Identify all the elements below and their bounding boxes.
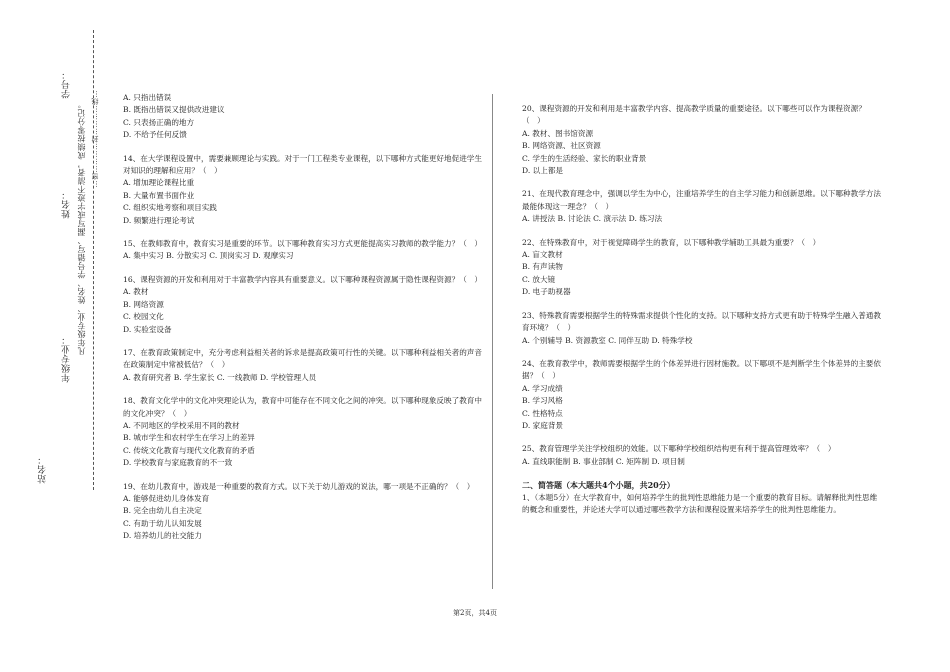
option: D. 电子助视器 <box>522 287 571 297</box>
option: D. 不给予任何反馈 <box>123 130 187 140</box>
question-stem: 17、在教育政策制定中，充分考虑利益相关者的诉求是提高政策可行性的关键。以下哪种利益相关者的声音在政策制定中常被低估？（ ） <box>123 347 482 370</box>
question-20 <box>522 103 882 177</box>
option: D. 家庭背景 <box>522 420 564 430</box>
question-19 <box>123 481 483 543</box>
option: C. 组织实地考察和项目实践 <box>123 203 217 213</box>
question-stem: 15、在教师教育中，教育实习是重要的环节。以下哪种教育实习方式更能提高实习教师的教学能力？（ ） <box>123 239 482 249</box>
option: B. 大量布置书面作业 <box>123 190 195 200</box>
option: B. 有声读物 <box>522 262 563 272</box>
section-title: 二、简答题（本大题共4个小题，共20分） <box>522 480 675 491</box>
option: B. 完全由幼儿自主决定 <box>123 506 202 516</box>
option: A. 增加理论课程比重 <box>123 178 195 188</box>
question-stem: 18、教育文化学中的文化冲突理论认为，教育中可能存在不同文化之间的冲突。以下哪种现象反映了教育中的文化冲突？（ ） <box>123 396 482 418</box>
seal-line-text: …密…………封…………线… <box>91 90 99 188</box>
option: B. 城市学生和农村学生在学习上的差异 <box>123 433 255 443</box>
question-17 <box>123 347 483 384</box>
name-label: 姓名： <box>62 190 72 219</box>
page-footer: 第2页，共4页 <box>453 609 497 617</box>
question-16 <box>123 274 483 336</box>
option: D. 频繁进行理论考试 <box>123 215 195 225</box>
option: C. 只表扬正确的地方 <box>123 117 195 127</box>
option: C. 有助于幼儿认知发展 <box>123 518 202 528</box>
option: A. 盲文教材 <box>522 250 563 260</box>
option: D. 学校教育与家庭教育的不一致 <box>123 458 233 468</box>
question-18 <box>123 395 483 469</box>
option: C. 性格特点 <box>522 408 563 418</box>
option: A. 集中实习 B. 分散实习 C. 顶岗实习 D. 观摩实习 <box>123 251 294 261</box>
option: A. 学习成绩 <box>522 383 563 393</box>
option: B. 网络资源、社区资源 <box>522 141 601 151</box>
school-label: 站名： <box>38 455 48 484</box>
grade-major-label: 年级专业： <box>62 335 72 383</box>
essay-question-1: 1、（本题5分）在大学教育中，如何培养学生的批判性思维能力是一个重要的教育目标。请解释批判性思维的概念和重要性，并论述大学可以通过哪些教学方法和课程设置来培养学生的批判性思维能力。 <box>522 492 878 514</box>
option: A. 只指出错误 <box>123 93 172 102</box>
question-22 <box>522 237 882 299</box>
question-25 <box>522 443 882 468</box>
option: B. 网络资源 <box>123 299 164 309</box>
question-stem: 21、在现代教育理念中，强调以学生为中心，注重培养学生的自主学习能力和创新思维。以下哪种教学方法最能体现这一理念？（ ） <box>522 189 881 211</box>
option: D. 实验室设备 <box>123 324 172 334</box>
option: A. 直线职能制 B. 事业部制 C. 矩阵制 D. 项目制 <box>522 456 685 466</box>
binding-margin <box>0 0 110 672</box>
option: C. 校园文化 <box>123 312 164 322</box>
option: D. 培养幼儿的社交能力 <box>123 531 202 541</box>
question-21 <box>522 188 882 225</box>
option: A. 个别辅导 B. 资源教室 C. 同伴互助 D. 特殊学校 <box>522 335 693 345</box>
option: C. 学生的生活经验、家长的职业背景 <box>522 153 647 163</box>
question-stem: 16、课程资源的开发和利用对于丰富教学内容具有重要意义。以下哪种课程资源属于隐性课程资源？（ ） <box>123 274 482 284</box>
question-stem: 23、特殊教育需要根据学生的特殊需求提供个性化的支持。以下哪种支持方式更有助于特殊学生融入普通教育环境？（ ） <box>522 310 881 333</box>
option: A. 教材、图书馆资源 <box>522 128 594 138</box>
question-stem: 22、在特殊教育中，对于视觉障碍学生的教育，以下哪种教学辅助工具最为重要？（ ） <box>522 237 821 247</box>
question-stem: 14、在大学课程设置中，需要兼顾理论与实践。对于一门工程类专业课程，以下哪种方式能更好地促进学生对知识的理解和应用？（ ） <box>123 153 482 176</box>
option: A. 讲授法 B. 讨论法 C. 演示法 D. 练习法 <box>522 214 663 224</box>
option: C. 传统文化教育与现代文化教育的矛盾 <box>123 445 255 455</box>
notice-text: 凡年级专业、姓名、学号错写、漏写或字迹不清者，成绩按零分记。 <box>77 100 86 355</box>
question-stem: 24、在教育教学中，教师需要根据学生的个体差异进行因材施教。以下哪项不是判断学生个体差异的主要依据？（ ） <box>522 358 881 381</box>
option: C. 放大镜 <box>522 274 556 284</box>
question-24 <box>522 358 882 432</box>
option: D. 以上都是 <box>522 166 564 176</box>
question-15 <box>123 238 483 263</box>
option: A. 教育研究者 B. 学生家长 C. 一线教师 D. 学校管理人员 <box>123 372 317 382</box>
question-stem: 19、在幼儿教育中，游戏是一种重要的教育方式。以下关于幼儿游戏的说法，哪一项是不正确的？（ ） <box>123 481 475 491</box>
question-14 <box>123 153 483 227</box>
column-divider <box>492 94 493 589</box>
option: A. 不同地区的学校采用不同的教材 <box>123 420 240 430</box>
question-stem: 20、课程资源的开发和利用是丰富教学内容、提高教学质量的重要途径。以下哪些可以作为课程资源？（ ） <box>522 104 866 126</box>
option: A. 能够促进幼儿身体发育 <box>123 493 210 503</box>
option: B. 学习风格 <box>522 396 563 406</box>
student-no-label: 学号： <box>62 70 72 99</box>
question-13-options <box>123 92 483 142</box>
option: B. 既指出错误又提供改进建议 <box>123 105 225 115</box>
option: A. 教材 <box>123 287 149 297</box>
left-column <box>123 92 483 543</box>
question-stem: 25、教育管理学关注学校组织的效能。以下哪种学校组织结构更有利于提高管理效率？（ ） <box>522 444 836 454</box>
right-column <box>522 103 882 516</box>
question-23 <box>522 310 882 347</box>
